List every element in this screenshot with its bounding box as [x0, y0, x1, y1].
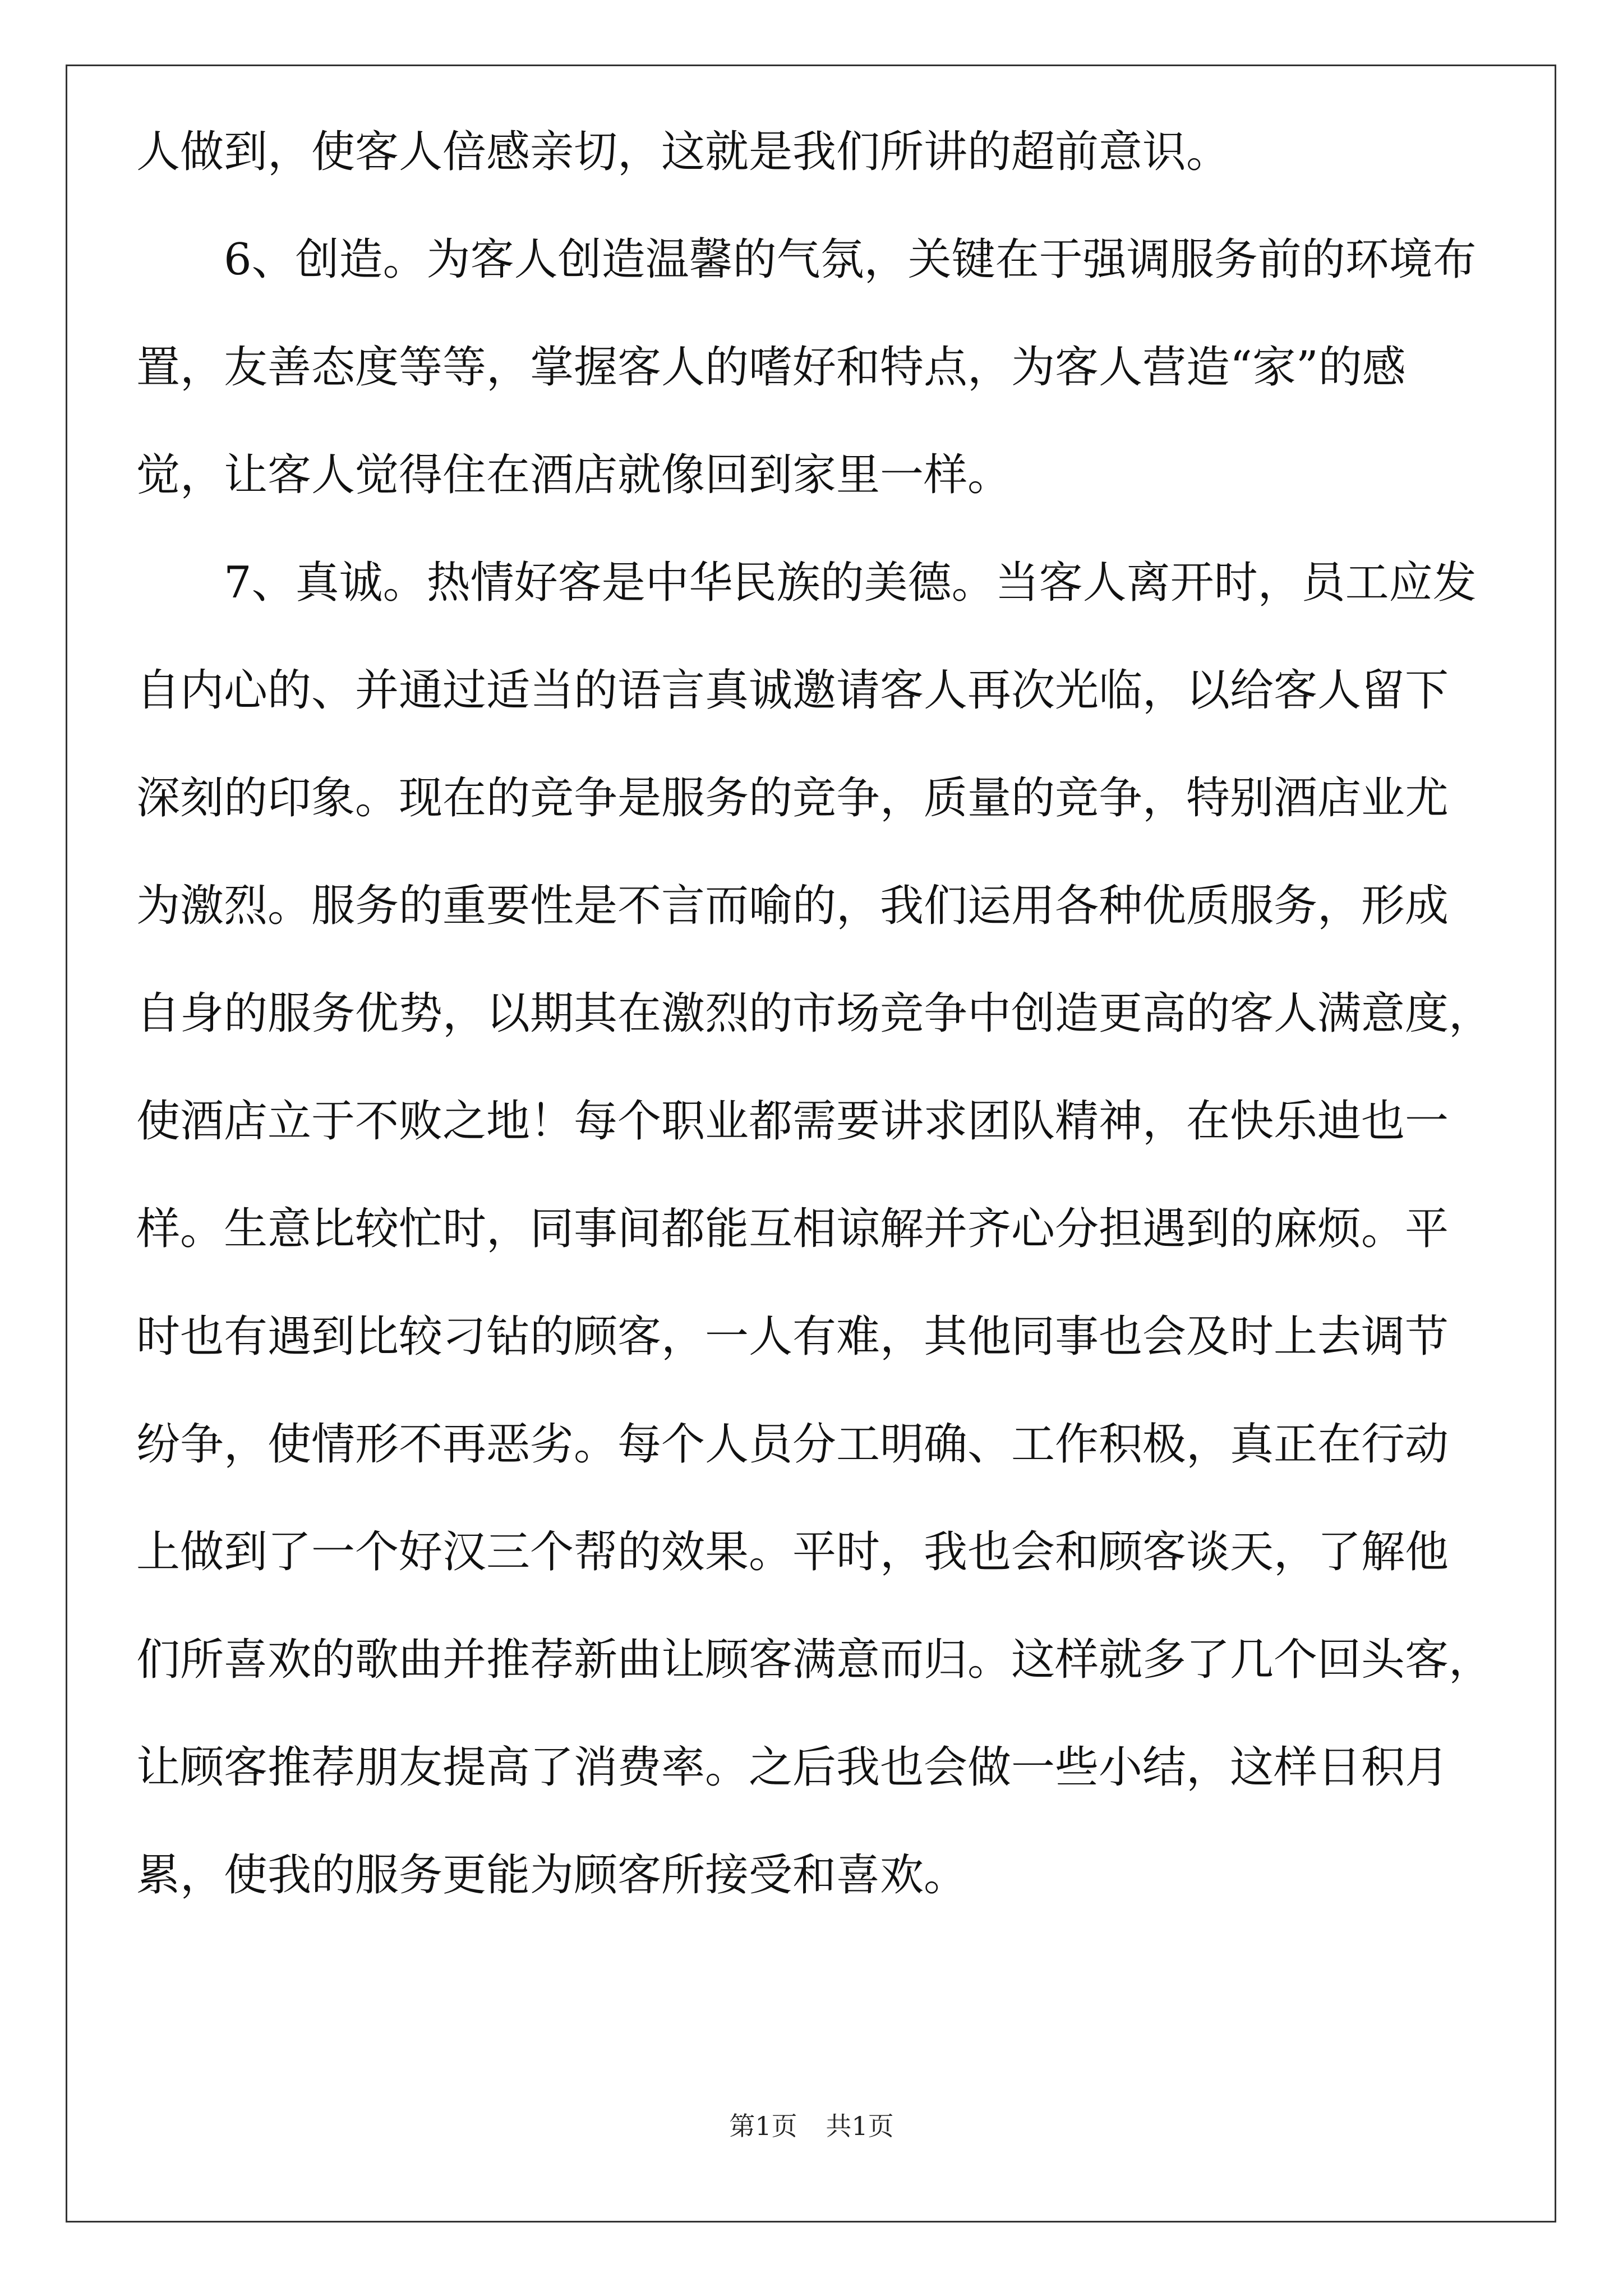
- text-line: 自内心的、并通过适当的语言真诚邀请客人再次光临，以给客人留下: [136, 665, 1449, 716]
- text-line: 6、创造。为客人创造温馨的气氛，关键在于强调服务前的环境布: [224, 234, 1477, 285]
- text-line: 时也有遇到比较刁钻的顾客，一人有难，其他同事也会及时上去调节: [136, 1312, 1449, 1362]
- paragraph-item-7: [136, 529, 1493, 1929]
- page-footer: [0, 2109, 1623, 2143]
- text-line: 人做到，使客人倍感亲切，这就是我们所讲的超前意识。: [136, 127, 1230, 177]
- text-line: 置，友善态度等等，掌握客人的嗜好和特点，为客人营造“家”的感: [136, 342, 1406, 393]
- page-total: 共1页: [826, 2111, 894, 2141]
- text-line: 让顾客推荐朋友提高了消费率。之后我也会做一些小结，这样日积月: [136, 1742, 1449, 1793]
- text-line: 为激烈。服务的重要性是不言而喻的，我们运用各种优质服务，形成: [136, 881, 1449, 931]
- paragraph-continuation: [136, 98, 1482, 206]
- text-line: 觉，让客人觉得住在酒店就像回到家里一样。: [136, 450, 1012, 500]
- page-number: 第1页: [729, 2111, 797, 2141]
- document-body: [136, 98, 1493, 1929]
- paragraph-item-6: [136, 206, 1482, 529]
- text-line: 累，使我的服务更能为顾客所接受和喜欢。: [136, 1850, 968, 1901]
- text-line: 使酒店立于不败之地！每个职业都需要讲求团队精神，在快乐迪也一: [136, 1096, 1449, 1147]
- text-line: 深刻的印象。现在的竞争是服务的竞争，质量的竞争，特别酒店业尤: [136, 773, 1449, 823]
- text-line: 7、真诚。热情好客是中华民族的美德。当客人离开时，员工应发: [224, 558, 1477, 608]
- text-line: 上做到了一个好汉三个帮的效果。平时，我也会和顾客谈天，了解他: [136, 1527, 1449, 1577]
- text-line: 们所喜欢的歌曲并推荐新曲让顾客满意而归。这样就多了几个回头客，: [136, 1635, 1493, 1685]
- text-line: 纷争，使情形不再恶劣。每个人员分工明确、工作积极，真正在行动: [136, 1419, 1449, 1470]
- text-line: 自身的服务优势，以期其在激烈的市场竞争中创造更高的客人满意度，: [136, 988, 1493, 1039]
- text-line: 样。生意比较忙时，同事间都能互相谅解并齐心分担遇到的麻烦。平: [136, 1204, 1449, 1254]
